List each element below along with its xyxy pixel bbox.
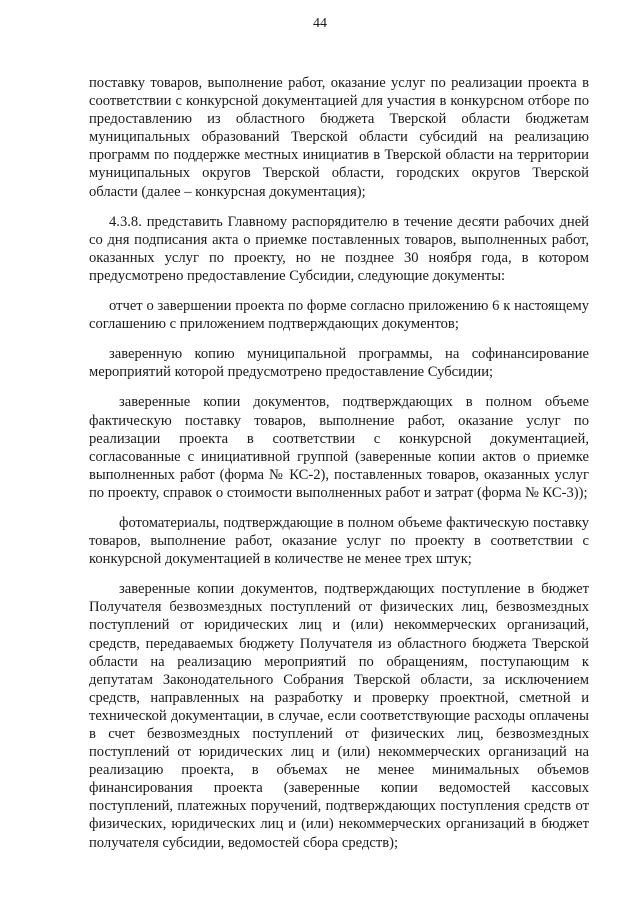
paragraph-receipt-documents: заверенные копии документов, подтверждающих поступление в бюджет Получателя безвозмездных поступлений от физических лиц, безвозмездных поступлений от юридических лиц и (или) некоммерческих организаций, средств, передаваемых бюджету Получателя из областного бюджета Тверской области на реализацию мероприятий по обращениям, поступающим к депутатам Законодательного Собрания Тверской области, за исключением средств, направленных на разработку и проверку проектной, сметной и технической документации, в случае, если соответствующие расходы оплачены в счет безвозмездных поступлений от физических лиц, безвозмездных поступлений от юридических лиц и (или) некоммерческих организаций на реализацию проекта, в объемах не менее минимальных объемов финансирования проекта (заверенные копии ведомостей кассовых поступлений, платежных поручений, подтверждающих поступления средств от физических, юридических лиц и (или) некоммерческих организаций в бюджет получателя субсидии, ведомостей сбора средств); bbox=[89, 581, 589, 851]
paragraph-clause-4-3-8: 4.3.8. представить Главному распорядителю в течение десяти рабочих дней со дня подписания акта о приемке поставленных товаров, выполненных работ, оказанных услуг по проекту, но не позднее 30 ноября года, в котором предусмотрено предоставление Субсидии, следующие документы: bbox=[89, 213, 589, 284]
page-number: 44 bbox=[313, 16, 327, 31]
paragraph-work-documents: заверенные копии документов, подтверждающих в полном объеме фактическую поставку товаров, выполнение работ, оказание услуг по реализации проекта в соответствии с конкурсной документацией, согласованные с инициативной группой (заверенные копии актов о приемке выполненных работ (форма № КС-2), поставленных товаров, оказанных услуг по проекту, справок о стоимости выполненных работ и затрат (форма № КС-3)); bbox=[89, 394, 589, 501]
paragraph-municipal-program-copy: заверенную копию муниципальной программы, на софинансирование мероприятий которой предусмотрено предоставление Субсидии; bbox=[89, 346, 589, 381]
paragraph-continuation: поставку товаров, выполнение работ, оказание услуг по реализации проекта в соответствии с конкурсной документацией для участия в конкурсном отборе по предоставлению из областного бюджета Тверской области бюджетам муниципальных образований Тверской области субсидий на реализацию программ по поддержке местных инициатив в Тверской области на территории муниципальных округов Тверской области, городских округов Тверской области (далее – конкурсная документация); bbox=[89, 75, 589, 200]
document-body bbox=[89, 74, 589, 852]
paragraph-completion-report: отчет о завершении проекта по форме согласно приложению 6 к настоящему соглашению с приложением подтверждающих документов; bbox=[89, 298, 589, 333]
paragraph-photo-materials: фотоматериалы, подтверждающие в полном объеме фактическую поставку товаров, выполнение работ, оказание услуг по проекту в соответствии с конкурсной документацией в количестве не менее трех штук; bbox=[89, 514, 589, 568]
